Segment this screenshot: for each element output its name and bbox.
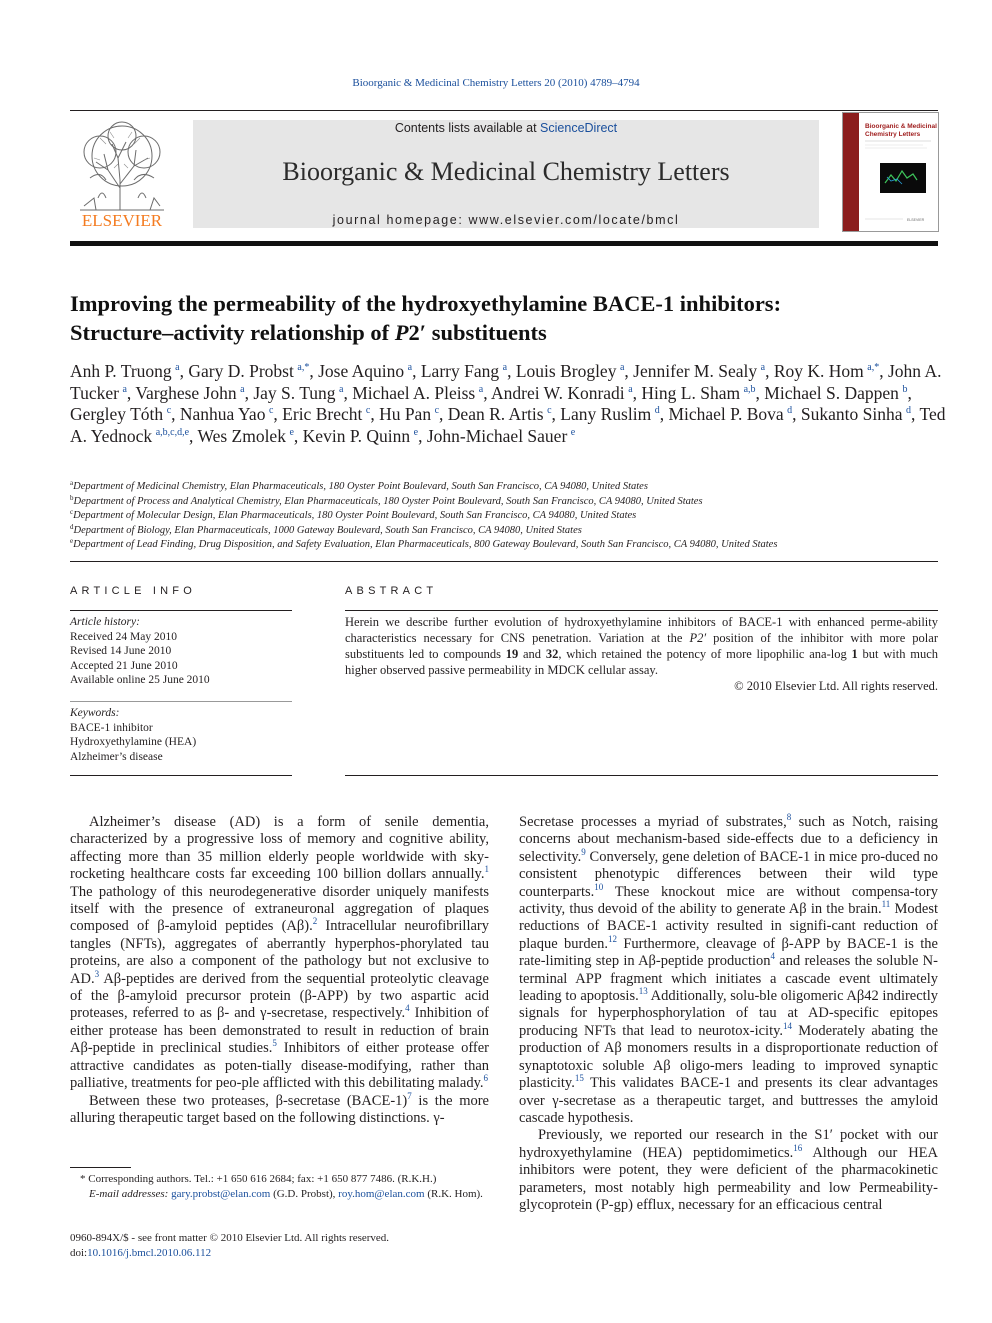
reference-link[interactable]: 7 [407,1090,412,1101]
abstract-text: , which retained the potency of more lipophilic ana-log [558,647,852,661]
author [379,404,439,424]
author-affiliation-marker[interactable]: a [407,362,413,373]
reference-link[interactable]: 9 [581,846,586,857]
accepted-date: Accepted 21 June 2010 [70,659,178,672]
keyword: Hydroxyethylamine (HEA) [70,736,197,748]
email-label: E-mail addresses: [89,1187,172,1200]
email-link[interactable]: roy.hom@elan.com [338,1187,425,1200]
footnote-emails [70,1187,490,1202]
reference-link[interactable]: 13 [638,986,648,997]
body-text: is the more alluring therapeutic target based on the following distinctions. γ- [70,1092,489,1126]
body-paragraph [519,1127,938,1214]
body-text: Intracellular neurofibrillary tangles (NFTs), aggregates of aberrantly hyperphos-phorylated tau proteins, are also a component of the pathology but not exclusive to AD. [70,918,489,987]
author [188,361,309,381]
title-p: P [394,320,409,345]
author-name: Michael P. Bova [668,404,784,424]
author [427,426,575,446]
cover-title-1: Bioorganic & Medicinal [865,123,937,130]
author [641,383,755,403]
article-title [70,289,938,347]
abstract-p2prime: P2′ [689,631,707,645]
body-text: Secretase processes a myriad of substrates, [519,814,787,830]
keywords [70,706,292,764]
author-name: Dean R. Artis [447,404,544,424]
body-paragraph [519,814,938,1127]
reference-link[interactable]: 3 [94,968,100,979]
footnote-contact: * Corresponding authors. Tel.: +1 650 616 2684; fax: +1 650 877 7486. (R.K.H.) [80,1173,437,1185]
affiliation-key: a [70,479,74,487]
author [764,383,907,403]
elsevier-tree-icon [70,118,174,230]
author-affiliation-marker[interactable]: d [906,405,912,416]
author [801,404,911,424]
author-affiliation-marker[interactable]: a [240,383,245,395]
reference-link[interactable]: 15 [574,1073,584,1084]
revised-date: Revised 14 June 2010 [70,645,172,657]
title-line-2-text: Structure–activity relationship of [70,320,395,345]
sciencedirect-link[interactable]: ScienceDirect [540,121,618,135]
keyword: BACE-1 inhibitor [70,721,153,734]
title-line-2-end: substituents [426,320,547,345]
reference-link[interactable]: 4 [405,1003,410,1014]
body-text: Although our HEA inhibitors were potent, they were deficient of the pharmacokinetic parameters, most notably high permeability and low Permeability-glycoprotein (P-gp) efflux, necessary for an efficacious central [519,1144,939,1213]
author-name: Lany Ruslim [560,404,652,424]
author-name: Anh P. Truong [70,361,172,381]
affiliation-key: e [70,537,74,545]
reference-link[interactable]: 10 [594,881,604,892]
affiliation [70,495,950,510]
body-column-right [519,814,938,1214]
author [253,383,343,403]
author [135,383,244,403]
author-name: Jay S. Tung [253,382,336,403]
author-list: Anh P. Truong $^a$, Gary D. Probst $^{a,*}$, Jose Aquino $^a$, Larry Fang $^a$, Louis Brogley $^a$, Jennifer M. Sealy $^a$, Roy K. Hom $^{a,*}$, John A. Tucker $^a$, Varghese John $^a$, Jay S. Tung $^a$, Michael A. Pleiss $^a$, Andrei W. Konradi $^a$, Hing L. Sham $^{a,b}$, Michael S. Dappen $^b$, Gergley Tóth $^c$, Nanhua Yao $^c$, Eric Brecht $^c$, Hu Pan $^c$, Dean R. Artis $^c$, Lany Ruslim $^d$, Michael P. Bova $^d$, Sukanto Sinha $^d$, Ted A. Yednock $^{a,b,c,d,e}$, Wes Zmolek $^e$, Kevin P. Quinn $^e$, John-Michael Sauer $^e$ [70,361,946,446]
reference-link[interactable]: 6 [483,1073,489,1084]
affiliation-text: Department of Medicinal Chemistry, Elan Pharmaceuticals, 180 Oyster Point Boulevard, South San Francisco, CA 94080, United States [73,481,648,492]
author-affiliation-marker[interactable]: a [122,383,127,395]
email-link[interactable]: gary.probst@elan.com [171,1187,271,1200]
abstract-body [345,614,938,694]
cover-icon [843,113,938,231]
affiliation [70,480,950,495]
online-date: Available online 25 June 2010 [70,674,210,686]
cover-title-2: Chemistry Letters [865,131,921,138]
author-name: John A. Tucker [70,361,942,403]
affiliation-text: Department of Process and Analytical Chemistry, Elan Pharmaceuticals, 180 Oyster Point Boulevard, South San Francisco, CA 94080, United States [73,495,703,507]
author-affiliation-marker[interactable]: a,* [297,362,310,373]
author-name: Varghese John [135,382,237,403]
body-text: This validates BACE-1 and presents its clear advantages over γ-secretase as a therapeutic target, and buttresses the amyloid cascade hypothesis. [519,1075,938,1126]
abstract-text: but with much higher observed passive permeability in MDCK cellular assay. [345,647,938,677]
abstract-heading: ABSTRACT [345,585,438,597]
affiliation [70,524,950,539]
author [318,361,412,381]
email-owner: (G.D. Probst), [270,1187,339,1200]
author-affiliation-marker[interactable]: a [502,362,508,373]
reference-link[interactable]: 8 [786,812,792,822]
author-affiliation-marker[interactable]: a [628,383,633,395]
author-affiliation-marker[interactable]: a [619,362,625,373]
body-text: Modest reductions of BACE-1 activity resulted in signifi-cant reduction of plaque burden. [519,901,938,952]
body-text: Conversely, gene deletion of BACE-1 in mice pro-duced no consistent phenotypic differences between their wild type counterparts. [519,848,938,900]
affiliation-list [70,480,950,553]
author-affiliation-marker[interactable]: e [289,426,294,438]
author-name: Hu Pan [379,404,432,424]
body-text: Previously, we reported our research in the S1′ pocket with our hydroxyethylamine (HEA) peptidomimetics. [519,1127,938,1161]
author-affiliation-marker[interactable]: e [413,426,419,438]
abstract-rule [345,610,938,611]
body-text: Inhibition of either protease has been demonstrated to result in reduction of brain Aβ-peptide in preclinical studies. [70,1005,489,1057]
homepage-url[interactable]: www.elsevier.com/locate/bmcl [468,213,680,227]
author-affiliation-marker[interactable]: a [339,383,344,395]
author-name: Jose Aquino [318,361,405,381]
author-name: Michael A. Pleiss [352,382,476,403]
body-text: Additionally, solu-ble oligomeric Aβ42 indirectly signals for hyperphosphorylation of tau at AD-specific epitopes producing NFTs that lead to neurotox-icity. [519,988,938,1039]
compound-19: 19 [505,647,519,661]
affiliation-text: Department of Lead Finding, Drug Disposition, and Safety Evaluation, Elan Pharmaceuticals, 800 Gateway Boulevard, South San Francisco, CA 94080, United States [73,539,778,550]
keyword: Alzheimer’s disease [70,750,163,763]
author [448,404,552,424]
author-name: Hing L. Sham [641,382,741,403]
homepage-prefix: journal homepage: [332,213,469,227]
author-affiliation-marker[interactable]: c [547,405,552,416]
author [516,361,625,381]
author-affiliation-marker[interactable]: c [365,405,371,416]
author-affiliation-marker[interactable]: c [268,405,274,416]
author [303,426,418,446]
reference-link[interactable]: 14 [783,1020,793,1031]
article-info-heading: ARTICLE INFO [70,585,196,597]
author [197,426,293,446]
author-affiliation-marker[interactable]: a [760,362,766,373]
body-text: Furthermore, cleavage of β-APP by BACE-1 is the rate-limiting step in Aβ-peptide production [519,935,938,970]
author [560,404,659,424]
author-affiliation-marker[interactable]: a [478,383,484,395]
author [70,361,180,381]
author [668,404,792,424]
svg-text:ELSEVIER: ELSEVIER [907,218,925,222]
reference-link[interactable]: 16 [793,1142,803,1153]
author-affiliation-marker[interactable]: a,b,c,d,e [155,426,190,438]
author-affiliation-marker[interactable]: c [434,405,440,416]
title-line-1: Improving the permeability of the hydroxyethylamine BACE-1 inhibitors: [70,291,782,316]
article-history [70,615,292,688]
body-column-left [70,814,489,1127]
affiliation-key: b [70,493,74,502]
body-text: Moderately abating the production of Aβ monomers results in a disproportionate reduction of synaptotoxic soluble Aβ oligo-mers leading to improved synaptic plasticity. [519,1022,938,1092]
reference-link[interactable]: 12 [607,933,617,944]
contents-prefix: Contents lists available at [394,121,541,135]
author-name: Gergley Tóth [70,404,164,424]
copyright: © 2010 Elsevier Ltd. All rights reserved. [734,679,938,693]
abstract-text: Herein we describe further evolution of hydroxyethylamine inhibitors of BACE-1 with enhanced perme-ability characteristics necessary for CNS penetration. Variation at the [345,615,938,645]
body-text: The pathology of this neurodegenerative disorder uniquely manifests itself with the presence of extraneuronal aggregation of plaques composed of β-amyloid peptides (Aβ). [70,883,489,935]
issn-doi [70,1231,490,1260]
author-affiliation-marker[interactable]: a [175,362,180,373]
title-prime: 2′ [408,320,427,345]
body-text: Inhibitors of either protease offer attractive candidates as poten-tially disease-modifying, rather than palliative, treatments for peo-ple afflicted with this debilitating malady. [70,1040,489,1092]
author [180,404,274,424]
author [70,404,171,424]
author-name: Michael S. Dappen [764,382,899,403]
contents-line [193,121,819,135]
abstract-text: position of the inhibitor with more polar substituents led to compounds [345,631,938,661]
body-paragraph [70,1090,489,1128]
author-name: Kevin P. Quinn [302,425,411,446]
header-bar [70,241,938,246]
body-text: Between these two proteases, β-secretase (BACE-1) [89,1092,408,1109]
footnote-rule [70,1167,131,1168]
author-affiliation-marker[interactable]: d [654,405,660,416]
reference-link[interactable]: 11 [881,899,891,910]
title-line-2 [70,318,938,347]
author-name: Louis Brogley [515,361,617,381]
author-affiliation-marker[interactable]: a,* [867,362,880,373]
author [774,361,879,381]
body-text: Aβ-peptides are derived from the sequential proteolytic cleavage of the β-amyloid precursor protein (β-APP) by two aspartic acid proteases, referred to as β- and γ-secretase, respectively. [70,970,489,1022]
author-name: Eric Brecht [282,404,363,424]
reference-link[interactable]: 5 [272,1038,277,1049]
author [352,383,483,403]
issn-line: 0960-894X/$ - see front matter © 2010 Elsevier Ltd. All rights reserved. [70,1232,390,1244]
body-text: Alzheimer’s disease (AD) is a form of senile dementia, characterized by a progressive loss of memory and cognitive ability, affecting more than 35 million elderly people worldwide with sky-rocketing healthcare costs far exceeding 100 billion dollars annually. [70,814,489,883]
author-name: Jennifer M. Sealy [633,361,758,381]
article-info-rule [70,610,292,611]
author-name: Gary D. Probst [188,361,294,381]
doi-prefix: doi: [70,1246,88,1259]
author-name: John-Michael Sauer [426,425,568,446]
affiliation-key: d [70,522,74,531]
journal-citation[interactable]: Bioorganic & Medicinal Chemistry Letters 20 (2010) 4789–4794 [352,77,640,89]
author-affiliation-marker[interactable]: b [902,383,908,395]
author-name: Andrei W. Konradi [491,382,625,403]
author-affiliation-marker[interactable]: a,b [743,383,756,395]
reference-link[interactable]: 2 [312,916,318,927]
author-affiliation-marker[interactable]: d [787,405,793,416]
affiliation [70,538,950,553]
journal-title: Bioorganic & Medicinal Chemistry Letters [282,157,730,186]
author-affiliation-marker[interactable]: c [166,405,172,416]
abstract-bottom-rule [345,775,938,776]
body-paragraph [70,814,489,1093]
body-text: and releases the soluble N-terminal APP fragment which initiates a cascade event ultimately leading to apoptosis. [519,953,938,1005]
header-rule [70,110,938,111]
author-name: Larry Fang [420,361,500,381]
elsevier-wordmark: ELSEVIER [81,211,163,230]
affiliation-key: c [70,508,74,516]
body-text: such as Notch, raising concerns about mechanism-based side-effects due to a deficiency in selectivity. [519,814,938,865]
author-name: Roy K. Hom [773,361,864,381]
history-label: Article history: [70,616,140,628]
author-affiliation-marker[interactable]: e [570,426,576,438]
section-rule-top [70,561,938,562]
compound-1: 1 [851,647,858,661]
author [421,361,507,381]
author-name: Nanhua Yao [179,404,266,424]
received-date: Received 24 May 2010 [70,630,177,643]
author-name: Sukanto Sinha [800,404,903,424]
affiliation-text: Department of Biology, Elan Pharmaceuticals, 1000 Gateway Boulevard, South San Francisco, CA 94080, United States [73,524,582,536]
compound-32: 32 [545,647,559,661]
affiliation [70,509,950,524]
elsevier-tree-logo [70,118,174,230]
journal-homepage [193,213,819,227]
journal-cover-thumbnail[interactable] [842,112,939,232]
reference-link[interactable]: 1 [484,864,489,875]
corresponding-author-footnote [70,1172,490,1201]
history-rule [70,701,292,702]
doi-line [70,1246,490,1261]
author [282,404,370,424]
author-name: Ted A. Yednock [70,404,946,446]
email-owner: (R.K. Hom). [424,1187,483,1200]
author [491,383,633,403]
author [633,361,765,381]
article-info-bottom-rule [70,775,292,776]
reference-link[interactable]: 4 [770,951,775,962]
keywords-label: Keywords: [70,707,120,719]
author-name: Wes Zmolek [197,425,286,446]
doi-link[interactable]: 10.1016/j.bmcl.2010.06.112 [87,1246,212,1259]
abstract-text: and [518,647,546,661]
affiliation-text: Department of Molecular Design, Elan Pharmaceuticals, 180 Oyster Point Boulevard, South San Francisco, CA 94080, United States [73,510,637,521]
body-text: These knockout mice are without compensa-tory activity, thus devoid of the ability to generate Aβ in the brain. [519,883,938,918]
